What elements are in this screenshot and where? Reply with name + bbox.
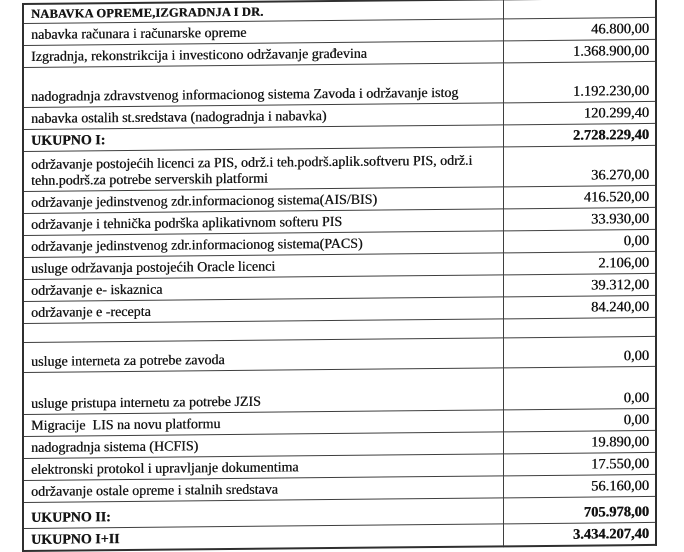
- row-label: nadogradnja sistema (HCFIS): [23, 432, 503, 459]
- row-value: 39.312,00: [503, 273, 656, 296]
- row-label: održavanje e- iskaznica: [23, 275, 503, 302]
- row-value: 19.890,00: [503, 430, 656, 453]
- row-value: 120.299,40: [503, 101, 656, 124]
- row-value: 3.434.207,40: [503, 522, 656, 546]
- row-value: 17.550,00: [503, 452, 656, 475]
- row-label: nadogradnja zdravstvenog informacionog sistema Zavoda i održavanje istog: [23, 63, 503, 108]
- row-value: 1.368.900,00: [503, 39, 656, 62]
- row-value: 33.930,00: [503, 207, 656, 230]
- row-value: 84.240,00: [503, 295, 656, 318]
- row-label: održavanje e -recepta: [23, 297, 503, 324]
- table-row: [23, 61, 656, 107]
- row-label: održavanje jedinstvenog zdr.informacionog sistema(AIS/BIS): [23, 187, 503, 214]
- row-value: 0,00: [503, 408, 656, 431]
- row-label: usluge interneta za potrebe zavoda: [23, 338, 503, 373]
- row-label: UKUPNO II:: [23, 498, 503, 529]
- row-label: Migracije LIS na novu platformu: [23, 410, 503, 437]
- budget-table-body: [23, 0, 656, 551]
- row-value: 0,00: [503, 229, 656, 252]
- budget-table-container: [22, 0, 655, 552]
- row-value: 2.106,00: [503, 251, 656, 274]
- row-label: NABAVKA OPREME,IZGRADNJA I DR.: [23, 0, 503, 23]
- row-label: UKUPNO I+II: [23, 524, 503, 551]
- row-value: 0,00: [503, 336, 656, 367]
- row-label: nabavka ostalih st.sredstava (nadogradnja i nabavka): [23, 103, 503, 130]
- row-value: 2.728.229,40: [503, 123, 656, 146]
- row-value: 705.978,00: [503, 496, 656, 523]
- row-label: elektronski protokol i upravljanje dokumentima: [23, 454, 503, 481]
- row-label: usluge pristupa internetu za potrebe JZIS: [23, 368, 503, 415]
- row-label: održavanje i tehnička podrška aplikativnom softeru PIS: [23, 209, 503, 236]
- row-label: nabavka računara i računarske opreme: [23, 19, 503, 46]
- row-value: [503, 0, 656, 19]
- row-label: održavanje postojećih licenci za PIS, održ.i teh.podrš.aplik.softveru PIS, održ.i tehn.podrš.za potrebe serverskih platformi: [23, 147, 503, 192]
- row-value: 1.192.230,00: [503, 61, 656, 102]
- table-row: [23, 145, 656, 191]
- row-label: održavanje ostale opreme i stalnih sredstava: [23, 476, 503, 503]
- row-value: 56.160,00: [503, 474, 656, 497]
- table-row: [23, 366, 656, 414]
- row-value: [503, 317, 656, 337]
- row-label: Izgradnja, rekonstrikcija i investicono održavanje građevina: [23, 41, 503, 68]
- row-value: 416.520,00: [503, 185, 656, 208]
- table-row: [23, 522, 656, 551]
- row-label: usluge održavanja postojećih Oracle licenci: [23, 253, 503, 280]
- row-label: UKUPNO I:: [23, 125, 503, 152]
- row-value: 0,00: [503, 366, 656, 409]
- budget-table: [22, 0, 657, 552]
- row-value: 36.270,00: [503, 145, 656, 186]
- row-label: održavanje jedinstvenog zdr.informacionog sistema(PACS): [23, 231, 503, 258]
- row-value: 46.800,00: [503, 17, 656, 40]
